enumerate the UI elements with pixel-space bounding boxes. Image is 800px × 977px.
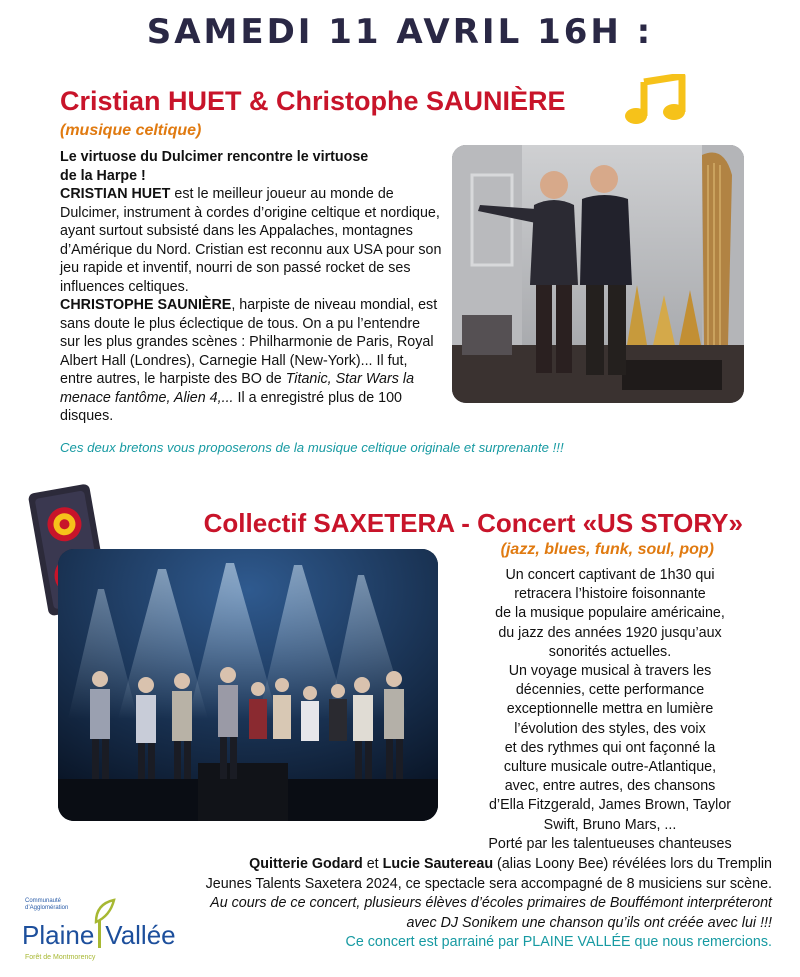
- event2-line: du jazz des années 1920 jusqu’aux: [498, 624, 722, 641]
- schools-line-2: avec DJ Sonikem une chanson qu’ils ont créée avec lui !!!: [406, 914, 772, 931]
- event1-paragraph-huet: [60, 185, 442, 296]
- artist-name-sauniere: CHRISTOPHE SAUNIÈRE: [60, 297, 232, 313]
- event2-details: [150, 855, 772, 953]
- logo-word-plaine: Plaine: [22, 920, 95, 950]
- event2-line: Un voyage musical à travers les: [508, 663, 712, 680]
- event2-line: l’évolution des styles, des voix: [514, 720, 706, 737]
- event2-line: d’Ella Fitzgerald, James Brown, Taylor: [488, 797, 732, 814]
- logo-word-vallee: Vallée: [105, 920, 176, 950]
- logo-small-line-1: Communauté: [25, 898, 62, 904]
- porte-text: Porté par les talentueuses chanteuses: [488, 836, 732, 852]
- event2-title: Collectif SAXETERA - Concert «US STORY»: [203, 508, 743, 538]
- event2-line: Un concert captivant de 1h30 qui: [505, 567, 715, 583]
- event2-line: et des rythmes qui ont façonné la: [504, 739, 716, 756]
- singers-and: et: [362, 856, 383, 872]
- event1-description: [60, 148, 442, 426]
- music-note-icon: [622, 74, 692, 126]
- singer-sautereau: Lucie Sautereau: [382, 856, 494, 872]
- singers-line: [150, 855, 772, 875]
- event2-line: décennies, cette performance: [515, 682, 705, 699]
- schools-line-1: Au cours de ce concert, plusieurs élèves d’écoles primaires de Bouffémont interpréteront: [210, 895, 772, 911]
- singer-godard: Quitterie Godard: [249, 856, 363, 872]
- sponsor-thanks: Ce concert est parrainé par PLAINE VALLÉE que nous remercions.: [345, 934, 772, 950]
- event1-closing-line: Ces deux bretons vous proposerons de la musique celtique originale et surprenante !!!: [60, 440, 564, 455]
- artist-name-huet: CRISTIAN HUET: [60, 186, 171, 202]
- huet-bio: est le meilleur joueur au monde de Dulcimer, instrument à cordes d’origine celtique et nordique, ayant surtout subsisté dans les Appalaches, montagnes d’Amérique du Nord. Cristian est reconnu aux USA pour son jeu rapide et inventif, nourri de son passé rocket de ses influences celtiques.: [60, 186, 442, 295]
- talents-line: Jeunes Talents Saxetera 2024, ce spectacle sera accompagné de 8 musiciens sur scène.: [205, 875, 772, 892]
- duo-on-stage-photo: [452, 145, 744, 403]
- sauniere-bio: , harpiste de niveau mondial, est sans doute le plus éclectique de tous. On a pu l’entendre sur les plus grandes scènes : Philharmonie de Paris, Royal Albert Hall (Londres), Carnegie Hall (New-York)... Il fut, entre autres, le harpiste des BO de: [60, 297, 438, 387]
- event1-lead-line-1: Le virtuose du Dulcimer rencontre le virtuose: [60, 149, 369, 165]
- event1-title: Cristian HUET & Christophe SAUNIÈRE: [60, 86, 566, 116]
- event2-line: culture musicale outre-Atlantique,: [503, 759, 717, 776]
- event1-paragraph-sauniere: [60, 296, 442, 426]
- event2-description: [448, 566, 772, 835]
- film-titles: Titanic, Star Wars la menace fantôme, Alien 4,...: [60, 371, 415, 406]
- page-title: SAMEDI 11 AVRIL 16H :: [146, 12, 654, 52]
- logo-subtitle: Forêt de Montmorency: [25, 954, 96, 961]
- event2-line: exceptionnelle mettra en lumière: [506, 701, 714, 718]
- plaine-vallee-logo: [22, 898, 182, 968]
- logo-wordmark: [22, 920, 176, 951]
- logo-divider: [98, 920, 101, 948]
- event2-line: avec, entre autres, des chansons: [504, 778, 716, 795]
- sauniere-bio-end: Il a enregistré plus de 100 disques.: [60, 389, 403, 424]
- singers-rest: (alias Loony Bee) révélées lors du Tremplin: [493, 856, 772, 872]
- event2-porte-line: [448, 835, 772, 854]
- logo-small-line-2: d’Agglomération: [25, 905, 69, 911]
- event2-line: Swift, Bruno Mars, ...: [543, 816, 677, 833]
- event1-genre: (musique celtique): [60, 122, 202, 139]
- event2-line: retracera l’histoire foisonnante: [514, 586, 706, 603]
- band-on-stage-photo: [58, 549, 438, 821]
- logo-small-text: [25, 898, 68, 912]
- event1-lead-line-2: de la Harpe !: [60, 167, 146, 184]
- event2-line: sonorités actuelles.: [548, 643, 672, 660]
- event2-line: de la musique populaire américaine,: [495, 605, 725, 622]
- event2-genre: (jazz, blues, funk, soul, pop): [500, 541, 714, 558]
